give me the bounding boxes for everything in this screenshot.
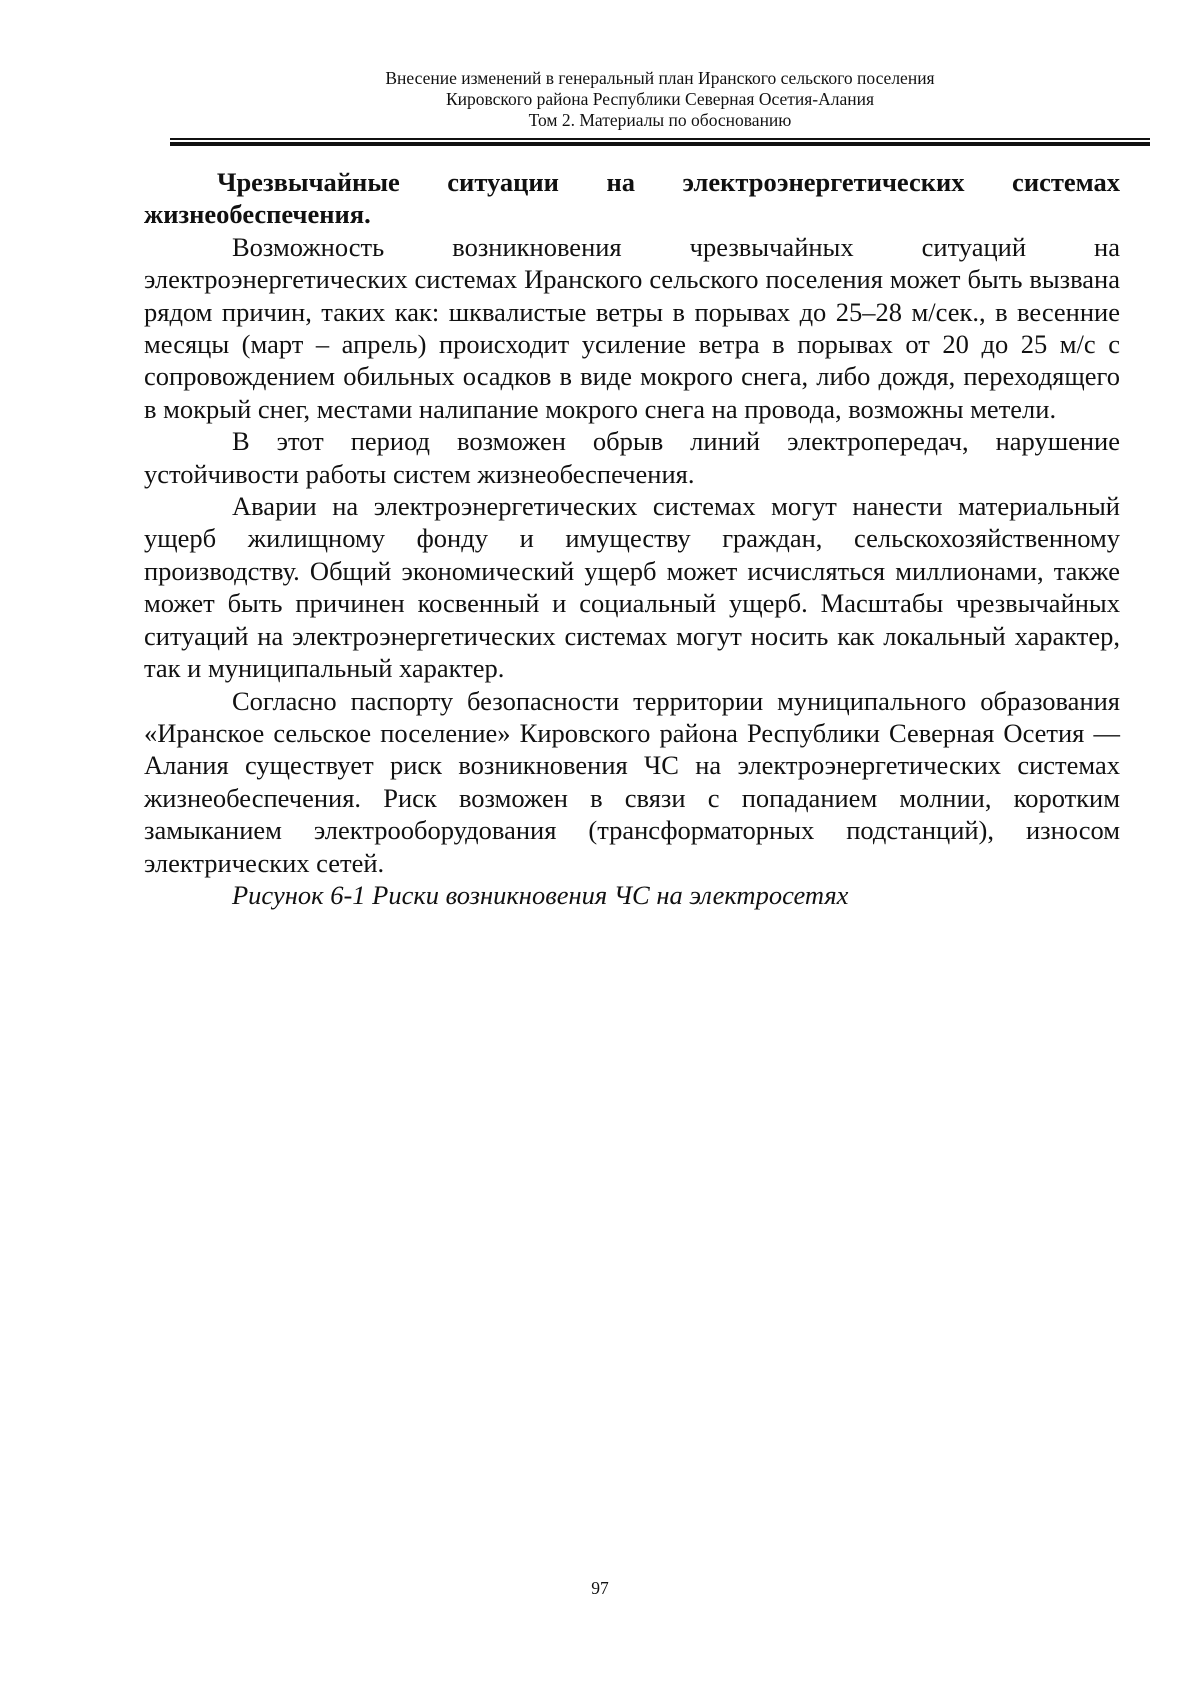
paragraph-1: Возможность возникновения чрезвычайных ситуаций на электроэнергетических системах Иранского сельского поселения может быть вызвана рядом причин, таких как: шквалистые ветры в порывах до 25–28 м/сек., в весенние месяцы (март – апрель) происходит усиление ветра в порывах от 20 до 25 м/с с сопровождением обильных осадков в виде мокрого снега, либо дождя, переходящего в мокрый снег, местами налипание мокрого снега на провода, возможны метели. (144, 231, 1120, 424)
header-rule-thick (170, 142, 1150, 146)
paragraph-3: Аварии на электроэнергетических системах могут нанести материальный ущерб жилищному фонду и имуществу граждан, сельскохозяйственному производству. Общий экономический ущерб может исчисляться миллионами, также может быть причинен косвенный и социальный ущерб. Масштабы чрезвычайных ситуаций на электроэнергетических системах могут носить как локальный характер, так и муниципальный характер. (144, 491, 1120, 684)
header-line-3: Том 2. Материалы по обоснованию (528, 110, 792, 130)
section-heading: Чрезвычайные ситуации на электроэнергетических системах жизнеобеспечения. (144, 167, 1120, 230)
paragraph-4: Согласно паспорту безопасности территории муниципального образования «Иранское сельское поселение» Кировского района Республики Северная Осетия — Алания существует риск возникновения ЧС на электроэнергетических системах жизнеобеспечения. Риск возможен в связи с попаданием молнии, коротким замыканием электрооборудования (трансформаторных подстанций), износом электрических сетей. (144, 685, 1120, 878)
document-header (170, 68, 1150, 131)
header-rule-thin (170, 138, 1150, 140)
page-body (144, 166, 1120, 911)
page-number: 97 (591, 1578, 609, 1598)
paragraph-2: В этот период возможен обрыв линий электропередач, нарушение устойчивости работы систем жизнеобеспечения. (144, 426, 1120, 489)
header-line-1: Внесение изменений в генеральный план Иранского сельского поселения (385, 68, 935, 88)
header-line-2: Кировского района Республики Северная Осетия-Алания (445, 89, 875, 109)
figure-caption: Рисунок 6-1 Риски возникновения ЧС на электросетях (232, 879, 849, 910)
